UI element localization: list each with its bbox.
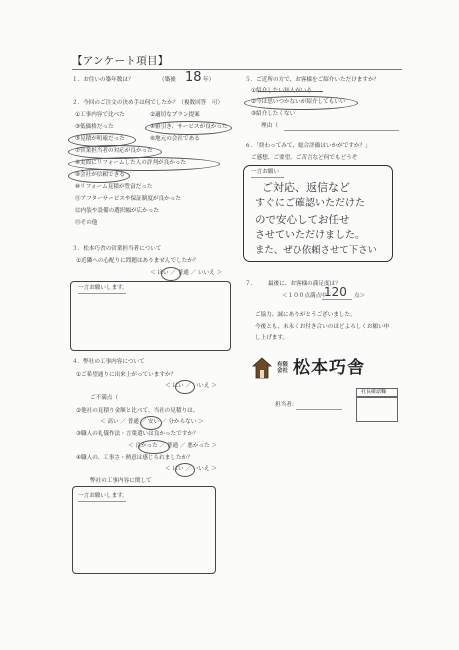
q2-option-4: ④値引き、サービスが良かった	[150, 124, 228, 130]
company-logo	[252, 357, 365, 379]
q7-unit: 点＞	[354, 293, 366, 299]
q4-choices2: ＜ 高い ／ 普通 ／ 安い ／ 分からない ＞	[100, 419, 204, 425]
q2-option-10: ⑩リフォーム見積が豊富だった	[75, 184, 153, 190]
q2-option-6: ⑥地元の会社である	[150, 136, 200, 142]
stamp-label: 社長確認欄	[361, 389, 387, 395]
q1-suffix: 年）	[203, 77, 215, 83]
q2-option-9: ⑨会社が信頼できる	[75, 172, 125, 178]
q1-label: １．お住いの築年数は？	[72, 77, 134, 83]
q4-sub5: 弊社の工事内容に関して	[90, 478, 152, 484]
house-logo-icon	[252, 357, 272, 379]
stamp-box	[356, 396, 398, 422]
q6-handwritten-line-2: すぐにご確認いただけた	[255, 198, 365, 209]
q5-reason-line	[284, 130, 399, 131]
q5-option-3: ③紹介したくない	[251, 111, 296, 117]
q6-handwritten-line-4: させていただけました。	[255, 230, 365, 241]
q6-label: ６．「終わってみて、総合評価はいかがですか？」	[245, 143, 371, 149]
q6-handwritten-line-3: ので安心してお任せ	[255, 214, 350, 226]
q1-building-age: 18	[185, 70, 202, 85]
q3-yes-circle	[161, 267, 181, 281]
q4-sub1: ①ご希望通りに出来上がっていますか？	[76, 372, 177, 378]
q6-comment-label: 一言お願い	[251, 169, 279, 175]
q2-option-2: ②適切なプラン提案	[150, 112, 200, 118]
q7-question: 最後に、お客様の満足度は？	[268, 281, 341, 287]
company-type	[277, 362, 288, 375]
company-type-2: 会社	[277, 368, 289, 374]
q4-sub3: ③職人の礼儀作法・言葉遣いは良かったですか？	[76, 431, 199, 437]
company-type-1: 有限	[277, 361, 289, 368]
company-name: 松本巧舎	[293, 358, 366, 378]
q5-option-1: ①紹介したい知人がいる	[251, 88, 312, 94]
q4-good-circle	[138, 440, 170, 454]
q3-comment-underline	[78, 293, 126, 294]
q5-option-1-strike	[258, 91, 323, 92]
closing-line-1: ご協力、誠にありがとうございました。	[255, 312, 356, 318]
staff-label: 担当者：	[275, 402, 298, 408]
q2-option-5: ⑤見積が明確だった	[75, 136, 125, 142]
q4-choices3: ＜ 良かった ／ 普通 ／ 悪かった ＞	[128, 443, 217, 449]
q2-option-8: ⑧実際にリフォームした人の評判が良かった	[75, 160, 187, 166]
q7-score: 120	[324, 285, 347, 299]
q3-sub: ①近隣への心配りに問題はありませんでしたか？	[76, 258, 199, 264]
q5-option-2-circle	[244, 96, 358, 110]
q4-choices4: ＜ はい ／ いいえ ＞	[165, 466, 217, 472]
q4-yes-circle-1	[175, 380, 195, 394]
q3-comment-label: 一言お願いします。	[78, 285, 128, 291]
q4-sub2: ②他社の見積り金額と比べて、当社の見積りは、	[76, 408, 199, 414]
q4-choices1: ＜ はい ／ いいえ ＞	[165, 383, 217, 389]
q6-sub: ご感想、ご要望、ご苦言など何でもどうぞ	[251, 155, 358, 161]
q5-reason-label: 理由（	[261, 123, 278, 129]
q4-sub4: ④職人の、工事さ・熱意は感じられましたか？	[76, 455, 193, 461]
q2-option-7: ⑦営業担当者の対応が良かった	[75, 148, 153, 154]
q2-option-9-circle	[68, 169, 130, 183]
staff-line	[296, 409, 342, 410]
closing-line-3: し上げます。	[255, 335, 289, 341]
q2-option-1: ①工事内容で比べた	[75, 112, 125, 118]
q2-option-12: ⑫内装や設備の選択幅が広かった	[75, 208, 159, 214]
q5-option-2: ②今は思いつかないが紹介してもいい	[251, 99, 346, 105]
q4-complaint: ご不満点（	[90, 395, 118, 401]
q4-comment-label: 一言お願いします。	[78, 493, 128, 499]
q7-score-line	[322, 299, 352, 300]
q3-label: ３．松本巧舎の営業担当者について	[72, 246, 162, 252]
q6-handwritten-line-1: ご対応、返信など	[262, 181, 350, 194]
q6-handwritten-line-5: また、ぜひ依頼させて下さい	[255, 245, 377, 256]
q1-prefix: （築後	[159, 77, 176, 83]
q2-label: ２．今回のご注文の決め手は何でしたか？（複数回答 可）	[72, 100, 224, 106]
q2-option-13: ⑬その他	[75, 220, 98, 226]
q2-option-11: ⑪アフターサービスや保証制度が良かった	[75, 196, 181, 202]
q4-normal-circle	[140, 416, 162, 430]
q6-comment-underline	[251, 177, 284, 178]
q3-choices: ＜ はい ／ 普通 ／ いいえ ＞	[150, 270, 223, 276]
q7-scale: ＜１００点満点中	[282, 293, 327, 299]
q4-label: ４．弊社の工事内容について	[72, 359, 145, 365]
closing-line-2: 今後とも、末永くお付き合いのほどよろしくお願い申	[255, 324, 390, 330]
q2-option-4-circle	[145, 121, 232, 135]
q4-comment-underline	[78, 501, 126, 502]
q5-label: ５．ご近所の方で、お客様をご紹介いただけますか？	[245, 77, 380, 83]
q4-yes-circle-2	[175, 463, 195, 477]
q7-label: ７．	[245, 281, 257, 287]
page-title: 【アンケート項目】	[72, 55, 169, 67]
q2-option-3: ③低価格だった	[75, 124, 114, 130]
title-underline	[72, 69, 402, 70]
